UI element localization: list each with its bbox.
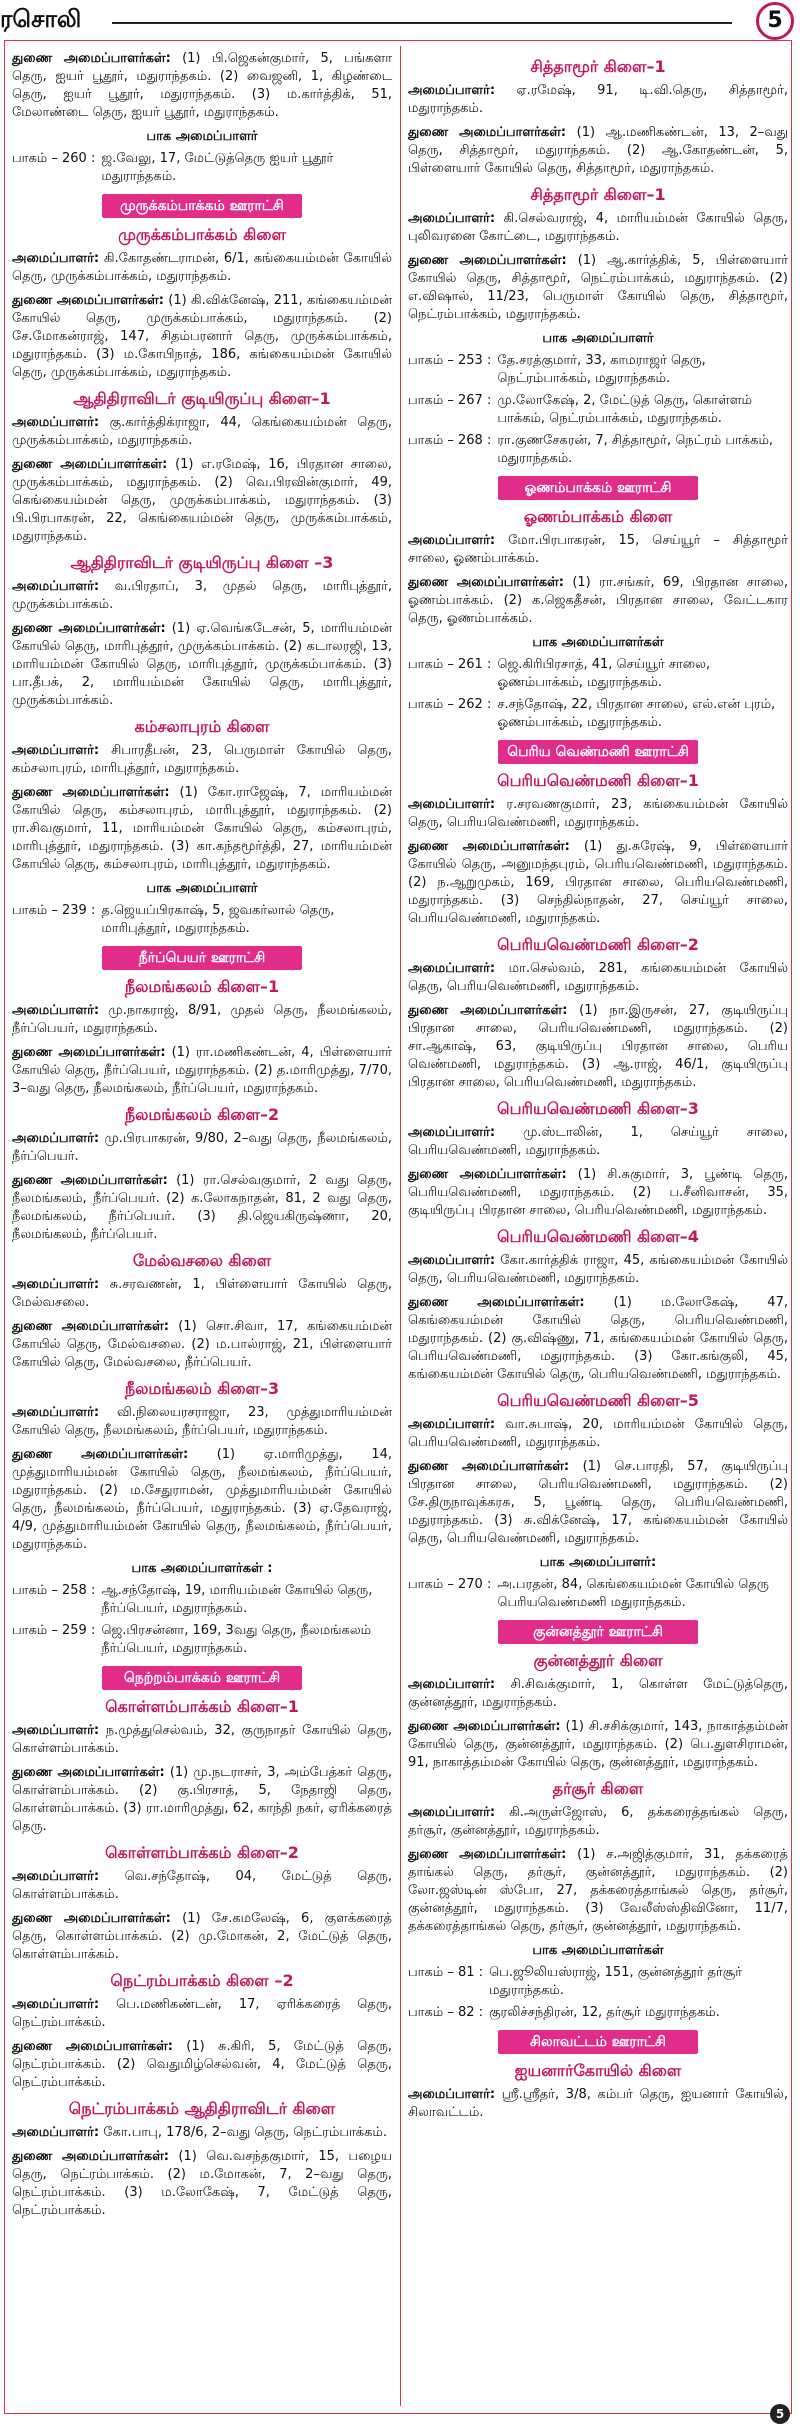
subheading: பாக அமைப்பாளர்கள்: [532, 635, 664, 650]
booth-details: த.ஜெயப்பிரகாஷ், 5, ஜவகர்லால் தெரு, மாரிபுத்தூர், மதுராந்தகம்.: [101, 903, 335, 936]
branch-heading: கொள்ளம்பாக்கம் கிளை–2: [105, 1843, 299, 1862]
member-details: சி.சிவக்குமார், 1, கொள்ள மேட்டுத்தெரு, குன்னத்தூர், மதுராந்தகம்.: [408, 1677, 788, 1710]
member-paragraph: [12, 1276, 392, 1312]
booth-entry: [12, 1582, 392, 1618]
member-paragraph: [12, 1996, 392, 2032]
member-paragraph: [12, 2038, 392, 2092]
role-label: துணை அமைப்பாளர்கள்:: [408, 1847, 567, 1862]
member-paragraph: [12, 578, 392, 614]
member-paragraph: [12, 1446, 392, 1554]
brand-partial: ரசொலி: [0, 4, 82, 33]
booth-number: பாகம் – 267 :: [408, 393, 492, 408]
panchayat-banner: குன்னத்தூர் ஊராட்சி: [498, 1620, 698, 1644]
role-label: துணை அமைப்பாளர்கள்:: [12, 2149, 170, 2164]
member-paragraph: [408, 1002, 788, 1092]
member-details: (1) சி.சசிக்குமார், 143, நாகாத்தம்மன் கோயில் தெரு, குன்னத்தூர், மதுராந்தகம். (2) பெ.துளசிராமன், 91, நாகாத்தம்மன் கோயில் தெரு, குன்னத்தூர், மதுராந்தகம்.: [408, 1719, 789, 1770]
member-details: வி.நிலையரசராஜா, 23, முத்துமாரியம்மன் கோயில் தெரு, நீலமங்கலம், நீர்ப்பெயர், மதுராந்தகம்.: [12, 1405, 392, 1438]
booth-number: பாகம் – 260 :: [12, 151, 96, 166]
booth-details: மு.லோகேஷ், 2, மேட்டுத் தெரு, கொள்ளம் பாக்கம், நெட்ரம்பாக்கம், மதுராந்தகம்.: [497, 393, 752, 426]
member-details: (1) செ.பாரதி, 57, குடியிருப்பு பிரதான சாலை, பெரியவெண்மணி, மதுராந்தகம். (2) சே.திருநாவுக்கரசு, 5, பூண்டி தெரு, பெரியவெண்மணி, மதுராந்தகம். (3) சு.விக்னேஷ், 17, கங்கையம்மன் கோயில் தெரு, பெரியவெண்மணி, மதுராந்தகம்.: [408, 1459, 788, 1546]
subheading: பாக அமைப்பாளர்: [146, 881, 258, 896]
role-label: அமைப்பாளர்:: [408, 83, 496, 98]
member-paragraph: [12, 784, 392, 874]
role-label: துணை அமைப்பாளர்கள்:: [12, 293, 164, 308]
branch-heading: பெரியவெண்மணி கிளை–4: [497, 1227, 699, 1246]
booth-details: ஜ.வேலு, 17, மேட்டுத்தெரு ஐயர் பூதூர் மதுராந்தகம்.: [101, 151, 334, 184]
member-paragraph: [408, 1458, 788, 1548]
branch-heading: நீலமங்கலம் கிளை–1: [124, 977, 280, 996]
booth-entry: [12, 902, 392, 938]
member-details: மா.செல்வம், 281, கங்கையம்மன் கோயில் தெரு, பெரியவெண்மணி, மதுராந்தகம்.: [408, 961, 788, 994]
subheading: பாக அமைப்பாளர்: [542, 331, 654, 346]
member-details: சு.சரவணன், 1, பிள்ளையார் கோயில் தெரு, மேல்வசலை.: [12, 1277, 392, 1310]
role-label: துணை அமைப்பாளர்கள்:: [12, 2039, 173, 2054]
member-details: மு.நாகராஜ், 8/91, முதல் தெரு, நீலமங்கலம், நீர்ப்பெயர், மதுராந்தகம்.: [12, 1003, 392, 1036]
role-label: துணை அமைப்பாளர்கள்:: [12, 1173, 168, 1188]
branch-heading: பெரியவெண்மணி கிளை–3: [497, 1099, 699, 1118]
member-details: ந.முத்துசெல்வம், 32, குருநாதர் கோயில் தெரு, கொள்ளம்பாக்கம்.: [12, 1723, 392, 1756]
booth-details: ரா.குணசேகரன், 7, சித்தாமூர், நெட்ரம் பாக்கம், மதுராந்தகம்.: [497, 433, 774, 466]
member-details: வ.பிரதாப், 3, முதல் தெரு, மாரிபுத்தூர், முருக்கம்பாக்கம்.: [12, 579, 392, 612]
member-paragraph: [408, 1252, 788, 1288]
branch-heading: சித்தாமூர் கிளை–1: [530, 57, 666, 76]
role-label: அமைப்பாளர்:: [12, 251, 100, 266]
role-label: அமைப்பாளர்:: [408, 1125, 496, 1140]
member-paragraph: [408, 1676, 788, 1712]
booth-entry: [12, 1622, 392, 1658]
member-paragraph: [12, 1130, 392, 1166]
booth-entry: [408, 392, 788, 428]
member-paragraph: [12, 1868, 392, 1904]
member-paragraph: [12, 620, 392, 710]
member-details: (1) ஏ.வெங்கடேசன், 5, மாரியம்மன் கோயில் தெரு, மாரிபுத்தூர், முருக்கம்பாக்கம். (2) கடாலரஜி, 13, மாரியம்மன் கோயில் தெரு, மாரிபுத்தூர், முருக்கம்பாக்கம். (3) பா.தீபக், 2, மாரியம்மன் கோயில் தெரு, மாரிபுத்தூர், முருக்கம்பாக்கம்.: [12, 621, 392, 708]
branch-heading: ஆதிதிராவிடர் குடியிருப்பு கிளை–1: [73, 389, 331, 408]
member-details: (1) ஆ.கார்த்திக், 5, பிள்ளையார் கோயில் தெரு, சித்தாமூர், நெட்ரம்பாக்கம், மதுராந்தகம். (2) எ.விஷால், 11/23, பெருமாள் கோயில் தெரு, சித்தாமூர், நெட்ரம்பாக்கம், மதுராந்தகம்.: [408, 253, 788, 322]
member-details: (1) எ.ரமேஷ், 16, பிரதான சாலை, முருக்கம்பாக்கம், மதுராந்தகம். (2) வெ.பிரவின்குமார், 49, கெங்கையம்மன் தெரு, முருக்கம்பாக்கம், மதுராந்தகம். (3) பி.பிரபாகரன், 22, கெங்கையம்மன் தெரு, முருக்கம்பாக்கம், மதுராந்தகம்.: [12, 457, 393, 544]
member-details: மு.ஸ்டாலின், 1, செய்யூர் சாலை, பெரியவெண்மணி, மதுராந்தகம்.: [408, 1125, 788, 1158]
role-label: துணை அமைப்பாளர்கள்:: [12, 1319, 169, 1334]
role-label: அமைப்பாளர்:: [12, 743, 100, 758]
member-details: ர.சரவணகுமார், 23, கங்கையம்மன் கோயில் தெரு, பெரியவெண்மணி, மதுராந்தகம்.: [408, 797, 788, 830]
booth-number: பாகம் – 268 :: [408, 433, 492, 448]
role-label: துணை அமைப்பாளர்கள்:: [408, 1003, 568, 1018]
member-details: ஸ்ரீ.ஸ்ரீதர், 3/8, கம்பர் தெரு, ஐயனார் கோயில், சிலாவட்டம்.: [408, 2087, 788, 2120]
member-details: (1) ச.அஜித்குமார், 31, தக்கரைத் தாங்கல் தெரு, தர்சூர், குன்னத்தூர், மதுராந்தகம். (2) லோ.ஜஸ்டின் ஸ்போ, 27, தக்கரைத்தாங்கல் தெரு, தர்சூர், குன்னத்தூர், மதுராந்தகம். (3) வேலீஸ்ஸ்திவினோ, 11/7, தக்கரைத்தாங்கல் தெரு, தர்சூர், குன்னத்தூர், மதுராந்தகம்.: [408, 1847, 788, 1934]
member-paragraph: [12, 414, 392, 450]
member-details: கு.கார்த்திக்ராஜா, 44, கெங்கையம்மன் தெரு, முருக்கம்பாக்கம், மதுராந்தகம்.: [12, 415, 392, 448]
role-label: அமைப்பாளர்:: [12, 1131, 100, 1146]
member-paragraph: [408, 1166, 788, 1220]
branch-heading: தர்சூர் கிளை: [552, 1779, 644, 1798]
role-label: அமைப்பாளர்:: [408, 533, 496, 548]
role-label: அமைப்பாளர்:: [12, 1003, 100, 1018]
role-label: துணை அமைப்பாளர்கள்:: [12, 1447, 189, 1462]
booth-details: பெ.ஜூலியஸ்ராஜ், 151, குன்னத்தூர் தர்சூர் மதுராந்தகம்.: [489, 1965, 742, 1998]
member-details: ஏ.ரமேஷ், 91, டி.வி.தெரு, சித்தாமூர், மதுராந்தகம்.: [408, 83, 788, 116]
panchayat-banner: முருக்கம்பாக்கம் ஊராட்சி: [102, 194, 302, 218]
branch-heading: முருக்கம்பாக்கம் கிளை: [118, 225, 286, 244]
branch-heading: பெரியவெண்மணி கிளை–1: [497, 771, 699, 790]
role-label: அமைப்பாளர்:: [408, 1253, 496, 1268]
booth-entry: [408, 696, 788, 732]
role-label: துணை அமைப்பாளர்கள்:: [12, 51, 171, 66]
role-label: அமைப்பாளர்:: [408, 1805, 496, 1820]
member-paragraph: [12, 250, 392, 286]
booth-entry: [12, 150, 392, 186]
role-label: அமைப்பாளர்:: [12, 579, 100, 594]
branch-heading: பெரியவெண்மணி கிளை–5: [497, 1391, 699, 1410]
role-label: துணை அமைப்பாளர்கள்:: [12, 785, 170, 800]
branch-heading: பெரியவெண்மணி கிளை–2: [497, 935, 699, 954]
member-paragraph: [12, 1404, 392, 1440]
member-paragraph: [408, 210, 788, 246]
member-paragraph: [12, 1044, 392, 1098]
member-details: (1) நா.இருசன், 27, குடியிருப்பு பிரதான சாலை, பெரியவெண்மணி, மதுராந்தகம். (2) சா.ஆகாஷ், 63, குடியிருப்பு பிரதான சாலை, பெரிய வெண்மணி, மதுராந்தகம். (3) ஆ.ராஜ், 46/1, குடியிருப்பு பிரதான சாலை, பெரியவெண்மணி, மதுராந்தகம்.: [408, 1003, 788, 1090]
member-details: (1) து.சுரேஷ், 9, பிள்ளையார் கோயில் தெரு, அனுமந்தபுரம், பெரியவெண்மணி, மதுராந்தகம். (2) ந.ஆறுமுகம், 169, பிரதான சாலை, பெரியவெண்மணி, மதுராந்தகம். (3) செந்தில்நாதன், 27, செய்யூர் சாலை, பெரியவெண்மணி, மதுராந்தகம்.: [408, 839, 788, 926]
panchayat-banner: நெற்றம்பாக்கம் ஊராட்சி: [102, 1666, 302, 1690]
member-paragraph: [12, 50, 392, 122]
panchayat-banner: நீர்ப்பெயர் ஊராட்சி: [102, 946, 302, 970]
column-divider: [400, 46, 401, 2406]
subheading: பாக அமைப்பாளர்கள்: [532, 1943, 664, 1958]
member-paragraph: [408, 1124, 788, 1160]
role-label: துணை அமைப்பாளர்கள்:: [12, 1045, 166, 1060]
role-label: துணை அமைப்பாளர்கள்:: [408, 1167, 567, 1182]
member-paragraph: [408, 1294, 788, 1384]
subheading: பாக அமைப்பாளர்:: [539, 1555, 657, 1570]
panchayat-banner: சிலாவட்டம் ஊராட்சி: [498, 2030, 698, 2054]
booth-number: பாகம் – 262 :: [408, 697, 492, 712]
member-details: (1) ரா.சங்கர், 69, பிரதான சாலை, ஓணம்பாக்கம். (2) க.ஜெகதீசன், பிரதான சாலை, வேட்டகார தெரு, ஓணம்பாக்கம்.: [408, 575, 788, 626]
panchayat-banner: பெரிய வெண்மணி ஊராட்சி: [498, 740, 698, 764]
member-details: வெ.சந்தோஷ், 04, மேட்டுத் தெரு, கொள்ளம்பாக்கம்.: [12, 1869, 392, 1902]
masthead: [0, 0, 800, 40]
member-paragraph: [408, 796, 788, 832]
left-column: [12, 50, 392, 2226]
member-details: கோ.கார்த்திக் ராஜா, 45, கங்கையம்மன் கோயில் தெரு, பெரியவெண்மணி, மதுராந்தகம்.: [408, 1253, 788, 1286]
member-details: (1) ம.லோகேஷ், 47, கெங்கையம்மன் கோயில் தெரு, பெரியவெண்மணி, மதுராந்தகம். (2) கு.விஷ்ணு, 71, கங்கையம்மன் கோயில் தெரு, பெரியவெண்மணி, மதுராந்தகம். (3) கோ.கங்குலி, 45, கங்கையம்மன் கோயில் தெரு, பெரியவெண்மணி, மதுராந்தகம்.: [408, 1295, 788, 1382]
member-details: (1) கோ.ராஜேஷ், 7, மாரியம்மன் கோயில் தெரு, கம்சலாபுரம், மாரிபுத்தூர், மதுராந்தகம். (2) ரா.சிவகுமார், 11, மாரியம்மன் கோயில் தெரு, கம்சலாபுரம், மாரிபுத்தூர், மதுராந்தகம். (3) கா.கந்தமூர்த்தி, 27, மாரியம்மன் கோயில் தெரு, கம்சலாபுரம், மாரிபுத்தூர், மதுராந்தகம்.: [12, 785, 392, 872]
branch-heading: சித்தாமூர் கிளை–1: [530, 185, 666, 204]
member-details: (1) ஆ.மணிகண்டன், 13, 2–வது தெரு, சித்தாமூர், மதுராந்தகம். (2) ஆ.கோதண்டன், 5, பிள்ளையார் கோயில் தெரு, சித்தாமூர், மதுராந்தகம்.: [408, 125, 788, 176]
member-details: வா.சுபாஷ், 20, மாரியம்மன் கோயில் தெரு, பெரியவெண்மணி, மதுராந்தகம்.: [408, 1417, 789, 1450]
member-paragraph: [12, 1318, 392, 1372]
role-label: துணை அமைப்பாளர்கள்:: [408, 575, 564, 590]
member-paragraph: [408, 574, 788, 628]
member-paragraph: [12, 2124, 392, 2142]
branch-heading: மேல்வசலை கிளை: [132, 1251, 272, 1270]
role-label: அமைப்பாளர்:: [12, 2125, 100, 2140]
member-details: (1) சே.கமலேஷ், 6, குளக்கரைத் தெரு, கொள்ளம்பாக்கம். (2) மு.மோகன், 2, மேட்டுத் தெரு, கொள்ளம்பாக்கம்.: [12, 1911, 393, 1962]
member-paragraph: [408, 82, 788, 118]
booth-number: பாகம் – 259 :: [12, 1623, 96, 1638]
role-label: அமைப்பாளர்:: [408, 1677, 496, 1692]
member-details: (1) ரா.செல்வகுமார், 2 வது தெரு, நீலமங்கலம், நீர்ப்பெயர். (2) க.லோகநாதன், 81, 2 வது தெரு, நீலமங்கலம், நீர்ப்பெயர். (3) தி.ஜெயகிருஷ்ணா, 20, நீலமங்கலம், நீர்ப்பெயர்.: [12, 1173, 392, 1242]
booth-details: ஆ.சந்தோஷ், 19, மாரியம்மன் கோயில் தெரு, நீர்ப்பெயர், மதுராந்தகம்.: [101, 1583, 373, 1616]
booth-entry: [408, 656, 788, 692]
branch-heading: நீலமங்கலம் கிளை–2: [124, 1105, 280, 1124]
booth-number: பாகம் – 270 :: [408, 1577, 492, 1592]
branch-heading: நெட்ரம்பாக்கம் கிளை –2: [110, 1971, 294, 1990]
role-label: துணை அமைப்பாளர்கள்:: [12, 1911, 171, 1926]
member-paragraph: [12, 2148, 392, 2220]
member-details: (1) மு.நடராசர், 3, அம்பேத்கர் தெரு, கொள்ளம்பாக்கம். (2) கு.பிரசாத், 5, நேதாஜி தெரு, கொள்ளம்பாக்கம். (3) ரா.மாரிமுத்து, 62, காந்தி நகர், ஏரிக்கரைத் தெரு.: [12, 1765, 392, 1834]
role-label: துணை அமைப்பாளர்கள்:: [408, 253, 567, 268]
member-details: (1) ரா.மணிகண்டன், 4, பிள்ளையார் கோயில் தெரு, நீர்ப்பெயர், மதுராந்தகம். (2) த.மாரிமுத்து, 7/70, 3–வது தெரு, நீலமங்கலம், நீர்ப்பெயர், மதுராந்தகம்.: [12, 1045, 392, 1096]
booth-entry: [408, 352, 788, 388]
role-label: துணை அமைப்பாளர்கள்:: [408, 1295, 585, 1310]
member-details: மோ.பிரபாகரன், 15, செய்யூர் – சித்தாமூர் சாலை, ஓணம்பாக்கம்.: [408, 533, 788, 566]
right-column: [408, 50, 788, 2128]
member-paragraph: [408, 838, 788, 928]
role-label: துணை அமைப்பாளர்கள்:: [12, 1765, 165, 1780]
booth-number: பாகம் – 253 :: [408, 353, 492, 368]
member-paragraph: [12, 292, 392, 382]
member-paragraph: [12, 1764, 392, 1836]
member-details: கி.கோதண்டராமன், 6/1, கங்கையம்மன் கோயில் தெரு, முருக்கம்பாக்கம், மதுராந்தகம்.: [12, 251, 392, 284]
role-label: துணை அமைப்பாளர்கள்:: [12, 457, 168, 472]
branch-heading: ஐயனார்கோயில் கிளை: [514, 2061, 682, 2080]
branch-heading: நெட்ரம்பாக்கம் ஆதிதிராவிடர் கிளை: [68, 2099, 336, 2118]
member-details: (1) சொ.சிவா, 17, கங்கையம்மன் கோயில் தெரு, மேல்வசலை. (2) ம.பால்ராஜ், 21, பிள்ளையார் கோயில் தெரு, மேல்வசலை, நீர்ப்பெயர்.: [12, 1319, 392, 1370]
member-paragraph: [408, 1804, 788, 1840]
member-details: (1) வெ.வசந்தகுமார், 15, பழைய தெரு, நெட்ரம்பாக்கம். (2) ம.மோகன், 7, 2–வது தெரு, நெட்ரம்பாக்கம். (3) ம.லோகேஷ், 7, மேட்டுத் தெரு, நெட்ரம்பாக்கம்.: [12, 2149, 393, 2218]
role-label: அமைப்பாளர்:: [12, 1277, 100, 1292]
role-label: அமைப்பாளர்:: [408, 961, 496, 976]
role-label: அமைப்பாளர்:: [12, 1997, 100, 2012]
role-label: அமைப்பாளர்:: [12, 1869, 100, 1884]
subheading: பாக அமைப்பாளர்: [146, 129, 258, 144]
booth-entry: [408, 1576, 788, 1612]
role-label: அமைப்பாளர்:: [12, 415, 100, 430]
member-details: பெ.மணிகண்டன், 17, ஏரிக்கரைத் தெரு, நெட்ரம்பாக்கம்.: [12, 1997, 392, 2030]
member-details: கோ.பாபு, 178/6, 2–வது தெரு, நெட்ரம்பாக்கம்.: [103, 2125, 388, 2140]
branch-heading: குன்னத்தூர் கிளை: [533, 1651, 663, 1670]
bottom-page-badge: 5: [770, 2404, 790, 2424]
role-label: அமைப்பாளர்:: [408, 211, 496, 226]
booth-details: அ.பரதன், 84, கெங்கையம்மன் கோயில் தெரு பெரியவெண்மணி மதுராந்தகம்.: [497, 1577, 769, 1610]
booth-details: ச.சந்தோஷ், 22, பிரதான சாலை, எல்.என் புரம், ஓணம்பாக்கம், மதுராந்தகம்.: [497, 697, 776, 730]
branch-heading: கம்சலாபுரம் கிளை: [134, 717, 270, 736]
member-paragraph: [12, 742, 392, 778]
subheading: பாக அமைப்பாளர்கள் :: [131, 1561, 273, 1576]
member-paragraph: [408, 1846, 788, 1936]
booth-details: ஜெ.பிரசன்னா, 169, 3வது தெரு, நீலமங்கலம் நீர்ப்பெயர், மதுராந்தகம்.: [101, 1623, 372, 1656]
masthead-rule: [112, 22, 732, 24]
member-paragraph: [12, 1722, 392, 1758]
branch-heading: கொள்ளம்பாக்கம் கிளை–1: [105, 1697, 299, 1716]
branch-heading: ஓணம்பாக்கம் கிளை: [523, 507, 673, 526]
member-details: (1) பி.ஜெகன்குமார், 5, பங்களா தெரு, ஐயர் பூதூர், மதுராந்தகம். (2) வைஜனி, 1, கிழண்டை தெரு, ஐயர் பூதூர், மதுராந்தகம். (3) ம.கார்த்திக், 51, மேலாண்டை தெரு, ஐயர் பூதூர், மதுராந்தகம்.: [12, 51, 393, 120]
role-label: அமைப்பாளர்:: [12, 1723, 100, 1738]
member-paragraph: [408, 960, 788, 996]
booth-number: பாகம் – 82 :: [408, 2005, 484, 2020]
booth-entry: [408, 1964, 788, 2000]
member-details: கி.செல்வராஜ், 4, மாரியம்மன் கோயில் தெரு, புலிவரனை கோட்டை, மதுராந்தகம்.: [408, 211, 788, 244]
branch-heading: நீலமங்கலம் கிளை–3: [124, 1379, 280, 1398]
booth-entry: [408, 2004, 788, 2022]
member-paragraph: [12, 1172, 392, 1244]
booth-entry: [408, 432, 788, 468]
member-details: (1) சு.கிரி, 5, மேட்டுத் தெரு, நெட்ரம்பாக்கம். (2) வெதுமிழ்செல்வன், 4, மேட்டுத் தெரு, நெட்ரம்பாக்கம்.: [12, 2039, 392, 2090]
role-label: அமைப்பாளர்:: [408, 1417, 496, 1432]
panchayat-banner: ஓணம்பாக்கம் ஊராட்சி: [498, 476, 698, 500]
member-paragraph: [408, 124, 788, 178]
member-paragraph: [12, 1002, 392, 1038]
member-details: (1) கி.விக்னேஷ், 211, கங்கையம்மன் கோயில் தெரு, முருக்கம்பாக்கம், மதுராந்தகம். (2) சே.மோகன்ராஜ், 147, சிதம்பரனார் தெரு, முருக்கம்பாக்கம், மதுராந்தகம். (3) ம.கோபிநாத், 186, கங்கையம்மன் கோயில் தெரு, முருக்கம்பாக்கம், மதுராந்தகம்.: [12, 293, 392, 380]
role-label: துணை அமைப்பாளர்கள்:: [12, 621, 166, 636]
member-paragraph: [408, 1416, 788, 1452]
booth-details: குரலிச்சந்திரன், 12, தர்சூர் மதுராந்தகம்.: [489, 2005, 720, 2020]
role-label: துணை அமைப்பாளர்கள்:: [408, 1459, 570, 1474]
branch-heading: ஆதிதிராவிடர் குடியிருப்பு கிளை –3: [70, 553, 334, 572]
member-details: மு.பிரபாகரன், 9/80, 2–வது தெரு, நீலமங்கலம், நீர்ப்பெயர்.: [12, 1131, 392, 1164]
member-paragraph: [12, 1910, 392, 1964]
member-paragraph: [408, 532, 788, 568]
role-label: துணை அமைப்பாளர்கள்:: [408, 1719, 561, 1734]
role-label: அமைப்பாளர்:: [408, 797, 496, 812]
member-details: கி.அருள்ஜோஸ், 6, தக்கரைத்தங்கல் தெரு, தர்சூர், குன்னத்தூர், மதுராந்தகம்.: [408, 1805, 788, 1838]
member-details: சிபாரதீபன், 23, பெருமாள் கோயில் தெரு, கம்சலாபுரம், மாரிபுத்தூர், மதுராந்தகம்.: [12, 743, 392, 776]
member-details: (1) ஏ.மாரிமுத்து, 14, முத்துமாரியம்மன் கோயில் தெரு, நீலமங்கலம், நீர்ப்பெயர், மதுராந்தகம். (2) ம.சேதுராமன், முத்துமாரியம்மன் கோயில் தெரு, நீலமங்கலம், நீர்ப்பெயர், மதுராந்தகம். (3) ஏ.தேவராஜ், 4/9, முத்துமாரியம்மன் கோயில் தெரு, நீலமங்கலம், நீர்ப்பெயர், மதுராந்தகம்.: [12, 1447, 392, 1552]
role-label: அமைப்பாளர்:: [408, 2087, 496, 2102]
booth-details: தே.சரத்குமார், 33, காமராஜர் தெரு, நெட்ரம்பாக்கம், மதுராந்தகம்.: [497, 353, 706, 386]
booth-number: பாகம் – 81 :: [408, 1965, 484, 1980]
role-label: துணை அமைப்பாளர்கள்:: [408, 125, 567, 140]
member-paragraph: [408, 2086, 788, 2122]
member-paragraph: [12, 456, 392, 546]
member-paragraph: [408, 252, 788, 324]
page-number-badge: 5: [756, 2, 794, 40]
role-label: துணை அமைப்பாளர்கள்:: [408, 839, 570, 854]
member-details: (1) சி.சுகுமார், 3, பூண்டி தெரு, பெரியவெண்மணி, மதுராந்தகம். (2) ப.சீனிவாசன், 35, குடியிருப்பு பிரதான சாலை, பெரியவெண்மணி, மதுராந்தகம்.: [408, 1167, 788, 1218]
booth-number: பாகம் – 239 :: [12, 903, 96, 918]
booth-number: பாகம் – 258 :: [12, 1583, 96, 1598]
member-paragraph: [408, 1718, 788, 1772]
booth-details: ஜெ.கிரிபிரசாத், 41, செய்யூர் சாலை, ஓணம்பாக்கம், மதுராந்தகம்.: [497, 657, 711, 690]
role-label: அமைப்பாளர்:: [12, 1405, 100, 1420]
booth-number: பாகம் – 261 :: [408, 657, 492, 672]
